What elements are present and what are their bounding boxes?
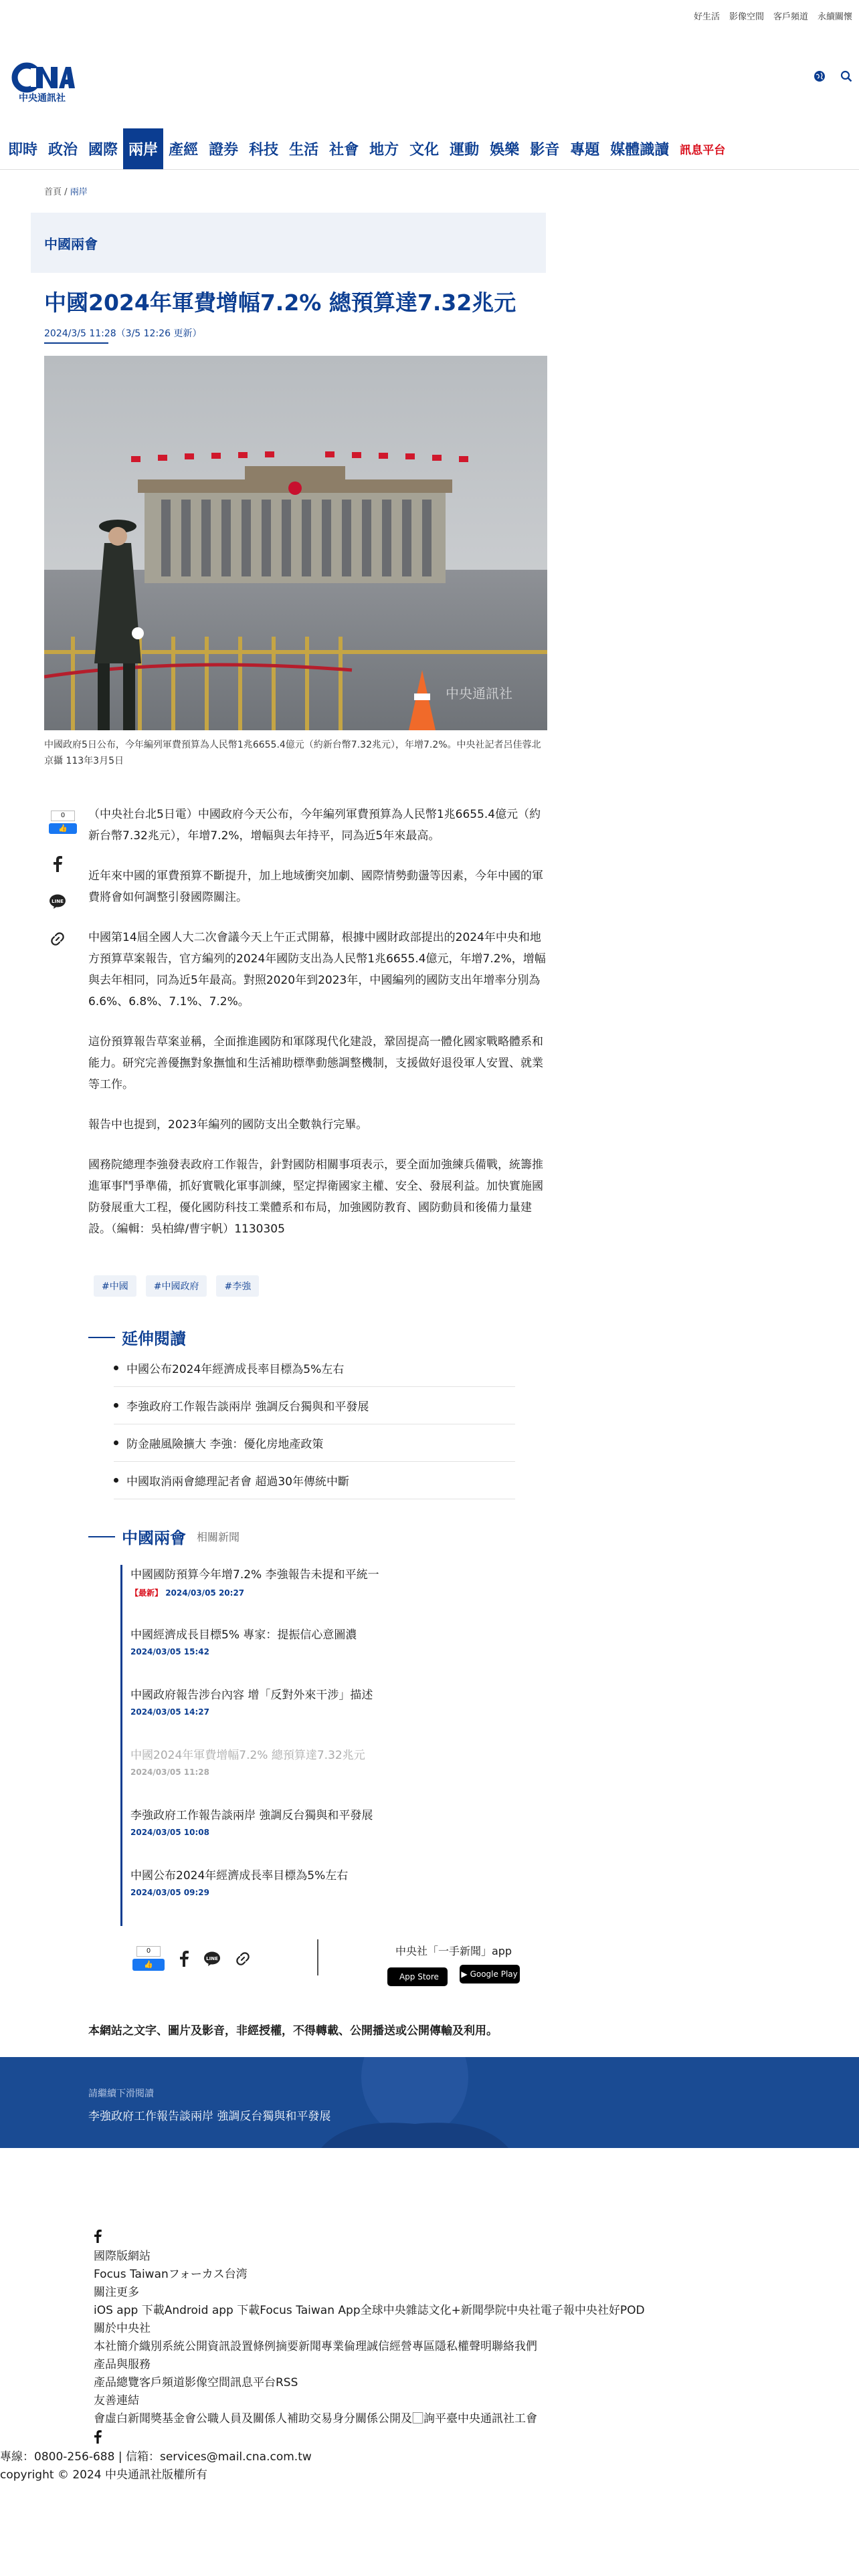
- nav-item-message-platform[interactable]: 訊息平台: [680, 144, 726, 157]
- timeline-item-current: [120, 1745, 522, 1806]
- search-icon[interactable]: [840, 70, 852, 82]
- line-icon: [49, 893, 66, 909]
- bullet: [114, 1403, 118, 1408]
- footer-like-count: 0: [136, 1946, 161, 1957]
- extended-reading-item[interactable]: [114, 1387, 515, 1424]
- copy-link-button[interactable]: [44, 926, 71, 952]
- timeline-item[interactable]: [120, 1685, 522, 1745]
- footer-divider: [317, 1939, 318, 1975]
- footer-facebook-icon-2[interactable]: [94, 2430, 102, 2444]
- timeline-item-title: 中國國防預算今年增7.2% 李強報告未提和平統一: [130, 1568, 379, 1582]
- banner-label: 請繼續下滑閱讀: [88, 2088, 154, 2099]
- related-news-subtitle: 相關新聞: [197, 1531, 240, 1543]
- timeline-item[interactable]: [120, 1866, 522, 1926]
- nav-item-local[interactable]: 地方: [369, 142, 399, 158]
- article-photo: [44, 356, 547, 730]
- google-play-label: Google Play: [470, 1969, 518, 1979]
- footer-about-links[interactable]: 本社簡介織別系統公開資訊設置條例摘要新聞專業倫理誠信經營專區隱私權聲明聯絡我們: [94, 2340, 537, 2353]
- logo-text: 中央通訊社: [19, 93, 66, 104]
- article-paragraph: 中國第14屆全國人大二次會議今天上午正式開幕，根據中國財政部提出的2024年中央和地方預算草案報告，官方編列的2024年國防支出為人民幣1兆6655.4億元，年增7.2%，增幅與去年相同，同為近5年最高。對照2020年到2023年，中國編列的國防支出年增率分別為6.6%、6.8%、7.1%、7.2%。: [88, 931, 546, 1008]
- bullet: [114, 1366, 118, 1370]
- extended-reading-heading: [88, 1325, 186, 1349]
- extended-reading-title: 延伸閱讀: [122, 1329, 186, 1348]
- footer-share-bar: [132, 1946, 250, 1971]
- footer-follow-links[interactable]: iOS app 下載Android app 下載Focus Taiwan App全球中央雜誌文化+新聞學院中央社電子報中央社好POD: [94, 2304, 645, 2317]
- timeline-item[interactable]: [120, 1625, 522, 1685]
- line-icon[interactable]: [203, 1951, 221, 1967]
- article-date: 2024/3/5 11:28（3/5 12:26 更新）: [44, 328, 202, 339]
- photo-caption: 中國政府5日公布，今年編列軍費預算為人民幣1兆6655.4億元（約新台幣7.32兆元），年增7.2%。中央社記者呂佳蓉北京攝 113年3月5日: [44, 740, 541, 766]
- share-line-button[interactable]: [44, 888, 71, 915]
- link-icon: [50, 932, 65, 946]
- extended-reading-list: [114, 1350, 515, 1499]
- latest-badge: 【最新】: [130, 1588, 163, 1598]
- nav-item-securities[interactable]: 證券: [209, 142, 239, 158]
- footer-products-links[interactable]: 產品總覽客戶頻道影像空間訊息平台RSS: [94, 2376, 298, 2389]
- extended-reading-item[interactable]: [114, 1462, 515, 1499]
- copyright-notice: 本網站之文字、圖片及影音，非經授權，不得轉載、公開播送或公開傳輸及利用。: [88, 2024, 498, 2038]
- tag-china[interactable]: #中國: [94, 1275, 136, 1297]
- extended-reading-item-label: 中國公布2024年經濟成長率目標為5%左右: [126, 1363, 345, 1376]
- tag-li-qiang[interactable]: #李強: [216, 1275, 259, 1297]
- timeline-item-title: 中國公布2024年經濟成長率目標為5%左右: [130, 1869, 349, 1883]
- timeline-item[interactable]: [120, 1565, 522, 1625]
- article-paragraph: 國務院總理李強發表政府工作報告，針對國防相關事項表示，要全面加強練兵備戰，統籌推進軍事鬥爭準備，抓好實戰化軍事訓練，堅定捍衛國家主權、安全、發展利益。加快實施國防發展重大工程，優化國防科技工業體系和布局，加強國防教育、國防動員和後備力量建設。（編輯：吳柏緯/曹宇帆）1130305: [88, 1158, 543, 1236]
- like-count: 0: [51, 811, 75, 821]
- share-facebook-button[interactable]: [44, 851, 71, 877]
- breadcrumb-home[interactable]: 首頁: [44, 187, 62, 197]
- extended-reading-item-label: 防金融風險擴大 李強：優化房地產政策: [126, 1438, 324, 1451]
- banner-title: 李強政府工作報告談兩岸 強調反台獨與和平發展: [88, 2110, 331, 2123]
- next-article-banner[interactable]: [0, 2057, 859, 2148]
- nav-item-media-literacy[interactable]: 媒體識讀: [610, 142, 670, 158]
- nav-item-sports[interactable]: 運動: [450, 142, 480, 158]
- timeline-item-date: 2024/03/05 15:42: [130, 1647, 209, 1656]
- date-underline: [44, 342, 108, 344]
- cna-logo[interactable]: [11, 62, 75, 103]
- breadcrumb: [44, 185, 88, 197]
- nav-item-video[interactable]: 影音: [530, 142, 560, 158]
- related-news-timeline: [120, 1565, 522, 1926]
- nav-item-society[interactable]: 社會: [329, 142, 359, 158]
- footer-copyright: copyright © 2024 中央通訊社版權所有: [0, 2468, 208, 2482]
- photo-watermark: 中央通訊社: [446, 685, 512, 702]
- tag-china-government[interactable]: #中國政府: [146, 1275, 207, 1297]
- footer-international-link[interactable]: 國際版網站: [94, 2250, 151, 2263]
- timeline-item-date: 2024/03/05 11:28: [130, 1767, 209, 1777]
- article-paragraph: 報告中也提到，2023年編列的國防支出全數執行完畢。: [88, 1118, 368, 1132]
- app-store-label: App Store: [399, 1972, 439, 1981]
- nav-item-culture[interactable]: 文化: [409, 142, 440, 158]
- nav-item-entertainment[interactable]: 娛樂: [490, 142, 520, 158]
- svg-text:LINE: LINE: [52, 899, 64, 904]
- bullet: [114, 1478, 118, 1483]
- footer-like-button[interactable]: [132, 1946, 165, 1971]
- footer-friendly-links[interactable]: 會虛白新聞獎基金會公職人員及關係人補助交易身分關係公開及⃞詢平臺中央通訊社工會: [94, 2412, 537, 2426]
- article-paragraph: （中央社台北5日電）中國政府今天公布，今年編列軍費預算為人民幣1兆6655.4億元（約新台幣7.32兆元），年增7.2%，增幅與去年持平，同為近5年來最高。: [88, 808, 541, 843]
- related-news-heading: [88, 1525, 240, 1548]
- nav-item-special[interactable]: 專題: [570, 142, 600, 158]
- nav-item-life[interactable]: 生活: [289, 142, 319, 158]
- related-topic-link[interactable]: 中國兩會: [122, 1529, 186, 1547]
- like-thumb-icon: 👍: [132, 1959, 165, 1971]
- facebook-icon: [53, 856, 62, 872]
- timeline-item-title: 中國經濟成長目標5% 專家：提振信心意圖濃: [130, 1628, 357, 1642]
- link-icon[interactable]: [235, 1951, 250, 1966]
- app-download-box: [367, 1943, 541, 1986]
- nav-item-international[interactable]: 國際: [88, 142, 118, 158]
- nav-item-realtime[interactable]: 即時: [8, 142, 38, 158]
- timeline-item-title: 中國2024年軍費增幅7.2% 總預算達7.32兆元: [130, 1749, 365, 1762]
- top-link-client-channel[interactable]: 客戶頻道: [773, 12, 808, 22]
- svg-text:LINE: LINE: [206, 1955, 218, 1961]
- article-paragraph: 近年來中國的軍費預算不斷提升，加上地域衝突加劇、國際情勢動盪等因素，今年中國的軍費將會如何調整引發國際關注。: [88, 869, 543, 904]
- timeline-item-date: 2024/03/05 20:27: [165, 1588, 245, 1598]
- footer-friendly-links-heading: 友善連結: [94, 2394, 139, 2407]
- extended-reading-item[interactable]: [114, 1350, 515, 1387]
- language-globe-icon[interactable]: [814, 70, 826, 82]
- extended-reading-item[interactable]: [114, 1424, 515, 1462]
- timeline-item-date: 2024/03/05 14:27: [130, 1707, 209, 1717]
- timeline-item-date: 2024/03/05 09:29: [130, 1888, 209, 1897]
- timeline-item-title: 李強政府工作報告談兩岸 強調反台獨與和平發展: [130, 1809, 373, 1822]
- play-icon: ▶: [461, 1969, 468, 1979]
- top-link-image-space[interactable]: 影像空間: [729, 12, 764, 22]
- extended-reading-item-label: 中國取消兩會總理記者會 超過30年傳統中斷: [126, 1475, 350, 1489]
- bullet: [114, 1440, 118, 1445]
- nav-item-economy[interactable]: 產經: [169, 142, 199, 158]
- timeline-item[interactable]: [120, 1806, 522, 1866]
- footer-facebook-icon[interactable]: [94, 2230, 102, 2243]
- google-play-button[interactable]: [460, 1965, 520, 1983]
- footer-products-heading: 產品與服務: [94, 2358, 151, 2371]
- article-body: [88, 804, 547, 1259]
- nav-item-technology[interactable]: 科技: [249, 142, 279, 158]
- timeline-item-title: 中國政府報告涉台內容 增「反對外來干涉」描述: [130, 1689, 373, 1702]
- nav-item-politics[interactable]: 政治: [48, 142, 78, 158]
- article-title: 中國2024年軍費增幅7.2% 總預算達7.32兆元: [44, 290, 516, 316]
- tag-list: [94, 1275, 259, 1297]
- like-thumb-icon: 👍: [49, 823, 77, 834]
- footer-focus-taiwan-link[interactable]: Focus Taiwanフォーカス台湾: [94, 2268, 248, 2281]
- footer-contact: 專線：0800-256-688 | 信箱：services@mail.cna.com.tw: [0, 2450, 312, 2464]
- main-nav: [0, 128, 859, 170]
- nav-item-cross-strait[interactable]: 兩岸: [123, 128, 163, 169]
- top-links: [694, 9, 852, 22]
- app-title: 中央社「一手新聞」app: [395, 1945, 512, 1957]
- banner-background: [0, 2057, 859, 2148]
- top-link-sustainability[interactable]: 永續關懷: [817, 12, 852, 22]
- heading-bar: [88, 1337, 115, 1338]
- like-button[interactable]: [44, 808, 82, 836]
- breadcrumb-current[interactable]: 兩岸: [70, 187, 88, 197]
- footer-follow-heading: 關注更多: [94, 2286, 139, 2299]
- topic-banner[interactable]: 中國兩會: [31, 213, 546, 273]
- article-paragraph: 這份預算報告草案並稱，全面推進國防和軍隊現代化建設，鞏固提高一體化國家戰略體系和能力。研究完善優撫對象撫恤和生活補助標準動態調整機制，支援做好退役軍人安置、就業等工作。: [88, 1035, 543, 1091]
- timeline-item-date: 2024/03/05 10:08: [130, 1828, 209, 1837]
- facebook-icon[interactable]: [179, 1951, 189, 1967]
- app-store-button[interactable]: [387, 1967, 448, 1986]
- heading-bar: [88, 1536, 115, 1537]
- extended-reading-item-label: 李強政府工作報告談兩岸 強調反台獨與和平發展: [126, 1400, 369, 1414]
- footer-about-heading: 關於中央社: [94, 2322, 151, 2335]
- breadcrumb-separator: /: [64, 187, 68, 197]
- top-link-good-life[interactable]: 好生活: [693, 12, 720, 22]
